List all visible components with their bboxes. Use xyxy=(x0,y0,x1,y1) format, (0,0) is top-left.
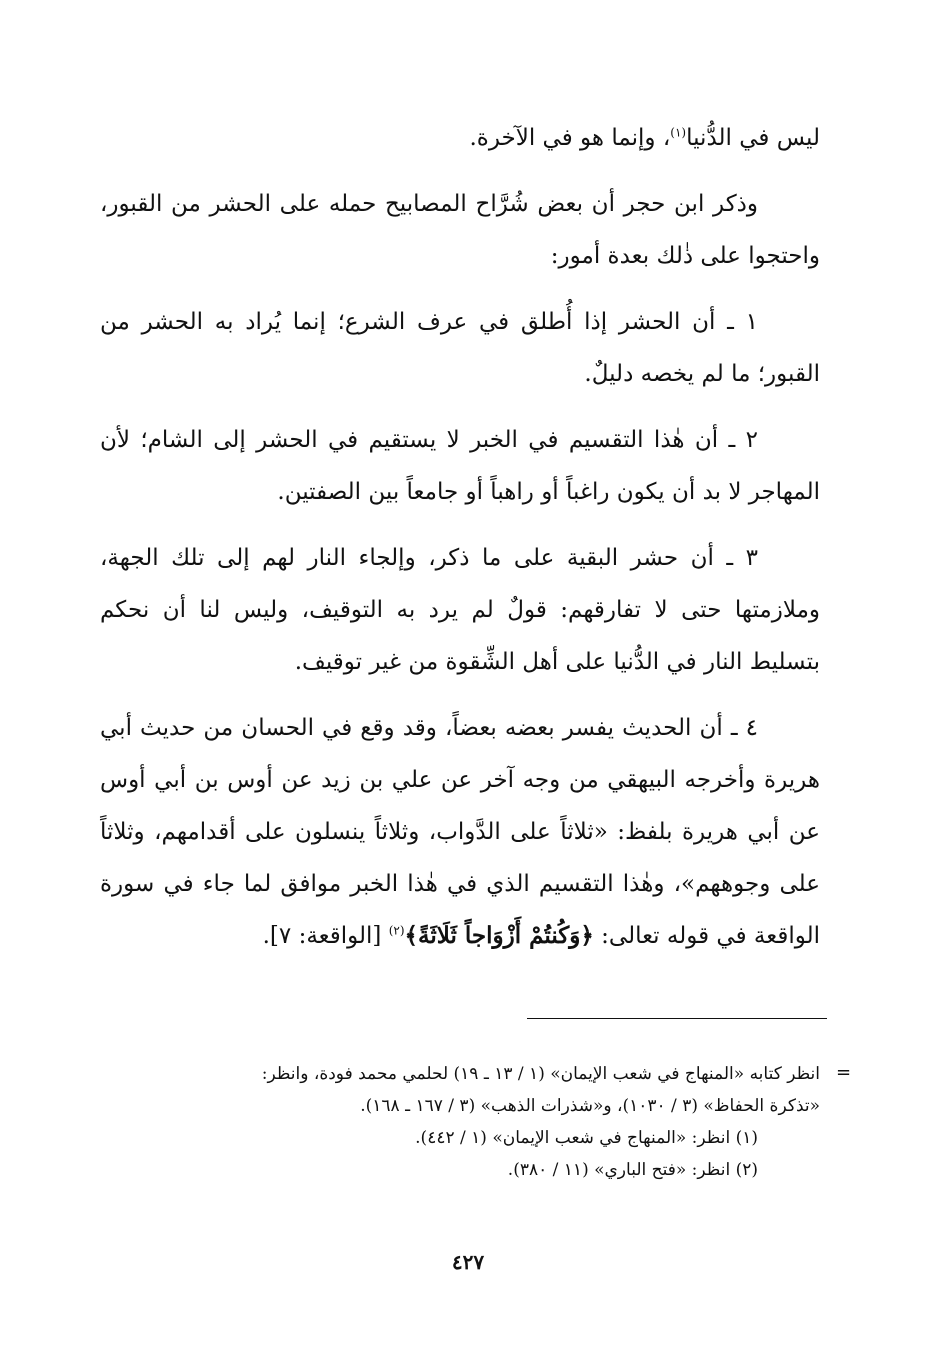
footnote-continuation-line-1: انظر كتابه «المنهاج في شعب الإيمان» (١ / ١٣ ـ ١٩) لحلمي محمد فودة، وانظر: xyxy=(261,1064,820,1084)
paragraph-1-text-a: ليس في الدُّنيا xyxy=(686,125,820,151)
paragraph-6-text-a: ٤ ـ أن الحديث يفسر بعضه بعضاً، وقد وقع في الحسان من حديث أبي هريرة وأخرجه البيهقي من وجه آخر عن علي بن زيد عن أوس بن أبي أوس عن أبي هريرة بلفظ: «ثلاثاً على الدَّواب، وثلاثاً ينسلون على أقدامهم، وثلاثاً على وجوههم»، وهٰذا التقسيم الذي في هٰذا الخبر موافق لما جاء في سورة الواقعة في قوله تعالى: xyxy=(100,715,820,949)
paragraph-1 xyxy=(100,112,820,164)
footnotes-block xyxy=(100,1058,820,1186)
page-number: ٤٢٧ xyxy=(451,1250,485,1274)
footnote-2: (٢) انظر: «فتح الباري» (١١ / ٣٨٠). xyxy=(507,1160,758,1180)
main-text-block xyxy=(100,112,820,962)
footnote-separator xyxy=(527,1018,827,1019)
footnote-ref-1[interactable]: (١) xyxy=(670,125,687,140)
footnote-ref-2[interactable]: (٢) xyxy=(388,923,405,938)
paragraph-1-text-b: ، وإنما هو في الآخرة. xyxy=(469,125,671,151)
paragraph-6-text-b: [الواقعة: ٧]. xyxy=(262,923,389,949)
paragraph-4: ٢ ـ أن هٰذا التقسيم في الخبر لا يستقيم في الحشر إلى الشام؛ لأن المهاجر لا بد أن يكون راغباً أو راهباً أو جامعاً بين الصفتين. xyxy=(100,427,820,505)
paragraph-5: ٣ ـ أن حشر البقية على ما ذكر، وإلجاء النار لهم إلى تلك الجهة، وملازمتها حتى لا تفارقهم: قولٌ لم يرد به التوقيف، وليس لنا أن نحكم بتسليط النار في الدُّنيا على أهل الشِّقوة من غير توقيف. xyxy=(100,545,820,675)
paragraph-3: ١ ـ أن الحشر إذا أُطلق في عرف الشرع؛ إنما يُراد به الحشر من القبور؛ ما لم يخصه دليلٌ. xyxy=(100,309,820,387)
footnote-continuation-line-2: «تذكرة الحفاظ» (٣ / ١٠٣٠)، و«شذرات الذهب» (٣ / ١٦٧ ـ ١٦٨). xyxy=(360,1096,820,1116)
footnote-1: (١) انظر: «المنهاج في شعب الإيمان» (١ / ٤٤٢). xyxy=(415,1128,758,1148)
paragraph-6 xyxy=(100,702,820,962)
paragraph-2: وذكر ابن حجر أن بعض شُرَّاح المصابيح حمله على الحشر من القبور، واحتجوا على ذٰلك بعدة أمور: xyxy=(100,191,820,269)
continuation-mark: = xyxy=(836,1062,852,1083)
quran-verse: ﴿وَكُنتُمْ أَزْوَاجاً ثَلَاثَةً﴾ xyxy=(404,922,594,949)
